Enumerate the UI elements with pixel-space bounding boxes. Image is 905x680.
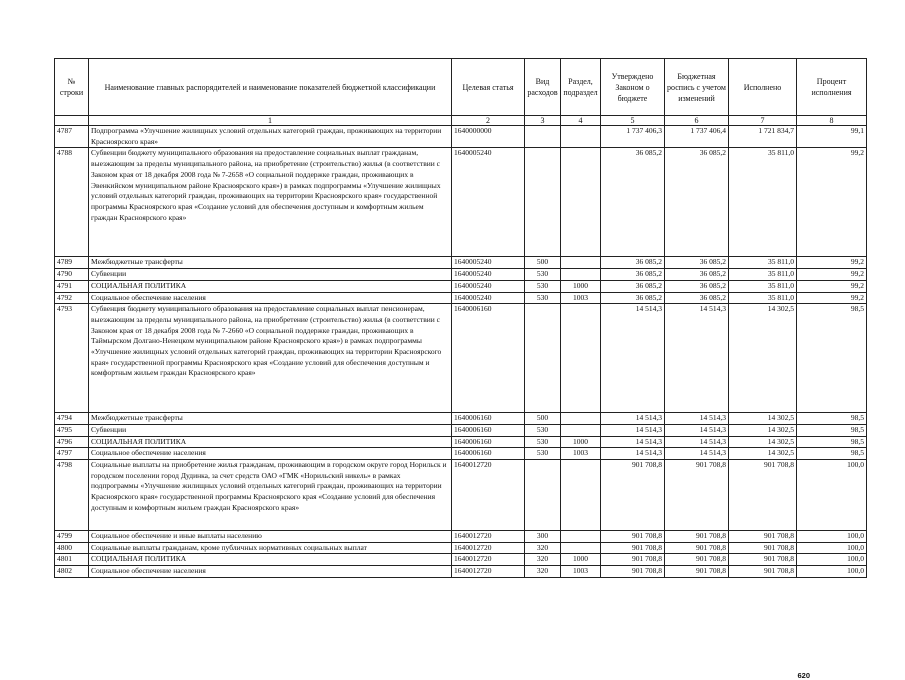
cell-type: 530 <box>525 436 561 448</box>
cell-type: 320 <box>525 566 561 578</box>
cell-approved: 901 708,8 <box>601 542 665 554</box>
cell-executed: 901 708,8 <box>729 531 797 543</box>
cell-percent: 100,0 <box>797 460 867 531</box>
cell-target: 1640006160 <box>452 304 525 413</box>
cell-name: СОЦИАЛЬНАЯ ПОЛИТИКА <box>89 554 452 566</box>
table-body <box>55 126 867 578</box>
cell-percent: 99,2 <box>797 280 867 292</box>
cell-percent: 98,5 <box>797 413 867 425</box>
cell-no: 4795 <box>55 424 89 436</box>
cell-target: 1640012720 <box>452 554 525 566</box>
cell-section <box>561 126 601 148</box>
table-row <box>55 531 867 543</box>
cell-type <box>525 460 561 531</box>
cell-budget: 36 085,2 <box>665 257 729 269</box>
cell-approved: 36 085,2 <box>601 292 665 304</box>
table-row <box>55 448 867 460</box>
cell-no: 4801 <box>55 554 89 566</box>
cell-type: 530 <box>525 280 561 292</box>
cell-name: СОЦИАЛЬНАЯ ПОЛИТИКА <box>89 280 452 292</box>
cell-type <box>525 304 561 413</box>
cell-approved: 14 514,3 <box>601 413 665 425</box>
cell-budget: 14 514,3 <box>665 304 729 413</box>
cell-budget: 901 708,8 <box>665 531 729 543</box>
table-row <box>55 554 867 566</box>
cell-section <box>561 531 601 543</box>
cell-percent: 99,2 <box>797 257 867 269</box>
cell-name: Социальные выплаты на приобретение жилья гражданам, проживающим в городском округе город Норильск и городском поселении город Дудинка, за счет средств ОАО «ГМК «Норильский никель» в рамках подпрограммы «Улучшение жилищных условий отдельных категорий граждан, проживающих на территории Красноярского края» государственной программы Красноярского края «Создание условий для обеспечения доступным и комфортным жильем граждан Красноярского края» <box>89 460 452 531</box>
table-row <box>55 148 867 257</box>
cell-approved: 14 514,3 <box>601 448 665 460</box>
table-row <box>55 413 867 425</box>
cell-percent: 100,0 <box>797 566 867 578</box>
cell-section <box>561 413 601 425</box>
cell-target: 1640012720 <box>452 566 525 578</box>
cell-budget: 36 085,2 <box>665 280 729 292</box>
cell-executed: 35 811,0 <box>729 280 797 292</box>
cell-executed: 901 708,8 <box>729 542 797 554</box>
header-section: Раздел, подраздел <box>561 59 601 116</box>
cell-name: Подпрограмма «Улучшение жилищных условий отдельных категорий граждан, проживающих на территории Красноярского края» <box>89 126 452 148</box>
cell-target: 1640012720 <box>452 531 525 543</box>
table-row <box>55 566 867 578</box>
cell-target: 1640005240 <box>452 269 525 281</box>
cell-approved: 1 737 406,3 <box>601 126 665 148</box>
cell-section: 1003 <box>561 566 601 578</box>
cell-section: 1000 <box>561 436 601 448</box>
cell-name: Социальное обеспечение населения <box>89 448 452 460</box>
cell-section <box>561 148 601 257</box>
cell-target: 1640005240 <box>452 148 525 257</box>
cell-target: 1640005240 <box>452 292 525 304</box>
cell-name: Межбюджетные трансферты <box>89 257 452 269</box>
cell-type: 530 <box>525 448 561 460</box>
cell-executed: 901 708,8 <box>729 566 797 578</box>
cell-section: 1000 <box>561 554 601 566</box>
cell-name: Субвенции бюджету муниципального образования на предоставление социальных выплат гражданам, выезжающим за пределы муниципального района, на приобретение (строительство) жилья (в соответствии с Законом края от 18 декабря 2008 года № 7-2658 «О социальной поддержке граждан, проживающих в Эвенкийском муниципальном районе Красноярского края») в рамках подпрограммы «Улучшение жилищных условий отдельных категорий граждан, проживающих на территории Красноярского края» государственной программы Красноярского края «Создание условий для обеспечения доступным и комфортным жильем граждан Красноярского края» <box>89 148 452 257</box>
cell-no: 4792 <box>55 292 89 304</box>
header-approved: Утверждено Законом о бюджете <box>601 59 665 116</box>
cell-no: 4794 <box>55 413 89 425</box>
cell-executed: 1 721 834,7 <box>729 126 797 148</box>
table-row <box>55 280 867 292</box>
table-row <box>55 436 867 448</box>
cell-type: 320 <box>525 542 561 554</box>
table-row <box>55 542 867 554</box>
cell-budget: 14 514,3 <box>665 413 729 425</box>
cell-no: 4798 <box>55 460 89 531</box>
table-row <box>55 292 867 304</box>
colnum-2: 2 <box>452 116 525 126</box>
cell-approved: 14 514,3 <box>601 304 665 413</box>
cell-section <box>561 257 601 269</box>
table-row <box>55 257 867 269</box>
cell-type <box>525 126 561 148</box>
colnum-1: 1 <box>89 116 452 126</box>
cell-executed: 35 811,0 <box>729 257 797 269</box>
colnum-6: 6 <box>665 116 729 126</box>
cell-no: 4789 <box>55 257 89 269</box>
colnum-5: 5 <box>601 116 665 126</box>
cell-percent: 99,2 <box>797 148 867 257</box>
cell-target: 1640005240 <box>452 280 525 292</box>
cell-type: 300 <box>525 531 561 543</box>
cell-type <box>525 148 561 257</box>
cell-no: 4800 <box>55 542 89 554</box>
cell-no: 4793 <box>55 304 89 413</box>
cell-target: 1640006160 <box>452 436 525 448</box>
cell-budget: 901 708,8 <box>665 566 729 578</box>
cell-no: 4797 <box>55 448 89 460</box>
cell-percent: 98,5 <box>797 304 867 413</box>
cell-name: Субвенции <box>89 269 452 281</box>
cell-name: Субвенция бюджету муниципального образования на предоставление социальных выплат пенсионерам, выезжающим за пределы муниципального района, на приобретение (строительство) жилья (в соответствии с Законом края от 18 декабря 2008 года № 7-2660 «О социальной поддержке граждан, проживающих в Таймырском Долгано-Ненецком муниципальном районе Красноярского края») в рамках подпрограммы «Улучшение жилищных условий отдельных категорий граждан, проживающих на территории Красноярского края» государственной программы Красноярского края «Создание условий для обеспечения доступным и комфортным жильем граждан Красноярского края» <box>89 304 452 413</box>
cell-target: 1640005240 <box>452 257 525 269</box>
cell-percent: 99,1 <box>797 126 867 148</box>
cell-type: 500 <box>525 257 561 269</box>
cell-target: 1640006160 <box>452 413 525 425</box>
table-row <box>55 304 867 413</box>
cell-budget: 14 514,3 <box>665 436 729 448</box>
cell-percent: 98,5 <box>797 448 867 460</box>
cell-name: Межбюджетные трансферты <box>89 413 452 425</box>
cell-executed: 901 708,8 <box>729 554 797 566</box>
cell-no: 4790 <box>55 269 89 281</box>
cell-percent: 98,5 <box>797 424 867 436</box>
cell-target: 1640006160 <box>452 424 525 436</box>
cell-executed: 14 302,5 <box>729 413 797 425</box>
cell-executed: 14 302,5 <box>729 436 797 448</box>
header-name: Наименование главных распорядителей и наименование показателей бюджетной классификации <box>89 59 452 116</box>
cell-budget: 901 708,8 <box>665 554 729 566</box>
cell-name: Субвенции <box>89 424 452 436</box>
cell-section <box>561 304 601 413</box>
cell-executed: 14 302,5 <box>729 448 797 460</box>
cell-type: 500 <box>525 413 561 425</box>
cell-executed: 35 811,0 <box>729 148 797 257</box>
header-row <box>55 59 867 116</box>
cell-percent: 98,5 <box>797 436 867 448</box>
cell-section <box>561 542 601 554</box>
cell-approved: 901 708,8 <box>601 554 665 566</box>
cell-no: 4796 <box>55 436 89 448</box>
cell-budget: 14 514,3 <box>665 448 729 460</box>
colnum-8: 8 <box>797 116 867 126</box>
colnum-4: 4 <box>561 116 601 126</box>
cell-section: 1003 <box>561 448 601 460</box>
cell-target: 1640006160 <box>452 448 525 460</box>
cell-no: 4788 <box>55 148 89 257</box>
cell-type: 530 <box>525 269 561 281</box>
cell-approved: 14 514,3 <box>601 436 665 448</box>
header-budget: Бюджетная роспись с учетом изменений <box>665 59 729 116</box>
cell-name: Социальное обеспечение населения <box>89 292 452 304</box>
cell-section <box>561 424 601 436</box>
cell-approved: 901 708,8 <box>601 531 665 543</box>
colnum-7: 7 <box>729 116 797 126</box>
cell-budget: 901 708,8 <box>665 460 729 531</box>
cell-approved: 36 085,2 <box>601 280 665 292</box>
budget-execution-table <box>54 58 867 578</box>
table-row <box>55 126 867 148</box>
cell-no: 4787 <box>55 126 89 148</box>
page-number: 620 <box>797 671 810 680</box>
cell-type: 530 <box>525 424 561 436</box>
cell-section: 1003 <box>561 292 601 304</box>
cell-budget: 36 085,2 <box>665 269 729 281</box>
cell-name: Социальное обеспечение и иные выплаты населению <box>89 531 452 543</box>
cell-percent: 100,0 <box>797 554 867 566</box>
cell-type: 320 <box>525 554 561 566</box>
cell-budget: 1 737 406,4 <box>665 126 729 148</box>
cell-percent: 99,2 <box>797 292 867 304</box>
cell-approved: 36 085,2 <box>601 269 665 281</box>
cell-budget: 36 085,2 <box>665 148 729 257</box>
cell-no: 4799 <box>55 531 89 543</box>
header-percent: Процент исполнения <box>797 59 867 116</box>
cell-target: 1640012720 <box>452 542 525 554</box>
cell-approved: 901 708,8 <box>601 566 665 578</box>
cell-executed: 35 811,0 <box>729 269 797 281</box>
colnum-3: 3 <box>525 116 561 126</box>
cell-type: 530 <box>525 292 561 304</box>
header-executed: Исполнено <box>729 59 797 116</box>
cell-executed: 14 302,5 <box>729 424 797 436</box>
cell-name: Социальное обеспечение населения <box>89 566 452 578</box>
colnum-0 <box>55 116 89 126</box>
cell-no: 4802 <box>55 566 89 578</box>
table-row <box>55 424 867 436</box>
table-row <box>55 269 867 281</box>
cell-budget: 36 085,2 <box>665 292 729 304</box>
cell-no: 4791 <box>55 280 89 292</box>
cell-executed: 14 302,5 <box>729 304 797 413</box>
cell-approved: 36 085,2 <box>601 148 665 257</box>
header-target: Целевая статья <box>452 59 525 116</box>
cell-percent: 99,2 <box>797 269 867 281</box>
cell-percent: 100,0 <box>797 542 867 554</box>
cell-section: 1000 <box>561 280 601 292</box>
cell-target: 1640000000 <box>452 126 525 148</box>
cell-section <box>561 460 601 531</box>
cell-name: Социальные выплаты гражданам, кроме публичных нормативных социальных выплат <box>89 542 452 554</box>
budget-table-sheet <box>54 58 866 680</box>
header-type: Вид расходов <box>525 59 561 116</box>
table-row <box>55 460 867 531</box>
cell-section <box>561 269 601 281</box>
cell-percent: 100,0 <box>797 531 867 543</box>
cell-approved: 901 708,8 <box>601 460 665 531</box>
cell-approved: 36 085,2 <box>601 257 665 269</box>
cell-budget: 901 708,8 <box>665 542 729 554</box>
column-number-row <box>55 116 867 126</box>
cell-name: СОЦИАЛЬНАЯ ПОЛИТИКА <box>89 436 452 448</box>
cell-executed: 901 708,8 <box>729 460 797 531</box>
cell-budget: 14 514,3 <box>665 424 729 436</box>
cell-target: 1640012720 <box>452 460 525 531</box>
cell-executed: 35 811,0 <box>729 292 797 304</box>
header-row-no: № строки <box>55 59 89 116</box>
cell-approved: 14 514,3 <box>601 424 665 436</box>
